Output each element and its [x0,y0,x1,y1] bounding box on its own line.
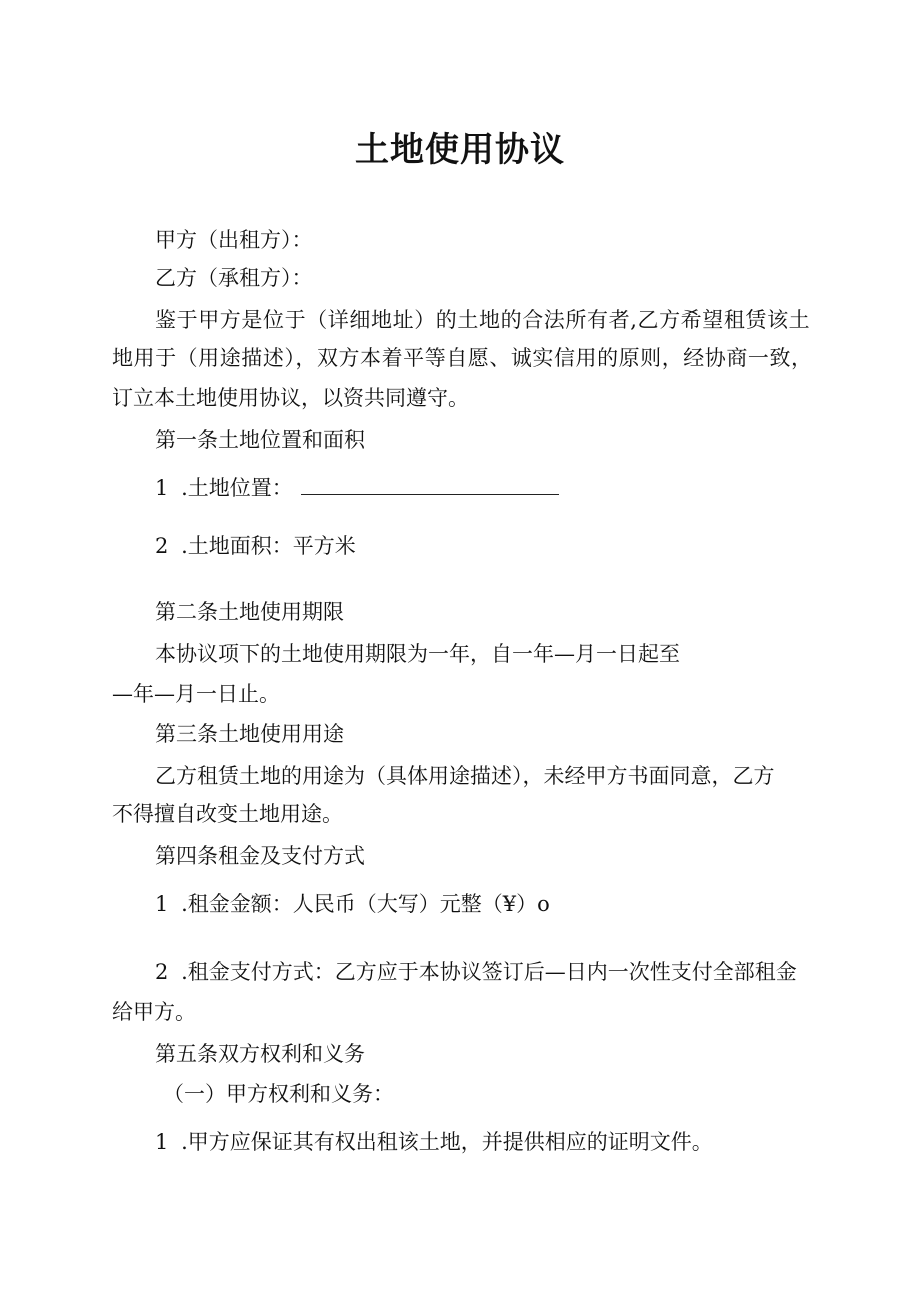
fill-in-blank-line [301,476,559,495]
article-4-item-2-continuation: 给甲方。 [112,1000,196,1024]
item-number: 1 [155,1130,169,1154]
article-3-line-1: 乙方租赁土地的用途为（具体用途描述），未经甲方书面同意，乙方 [155,764,775,788]
item-number: 2 [155,534,169,558]
item-text: .租金金额：人民币（大写）元整（¥）o [181,892,550,916]
party-a-label: 甲方（出租方）： [155,228,313,252]
article-5-heading: 第五条双方权利和义务 [155,1042,365,1066]
article-3-heading: 第三条土地使用用途 [155,722,344,746]
article-3-line-2: 不得擅自改变土地用途。 [112,802,343,826]
preamble-line-3: 订立本土地使用协议，以资共同遵守。 [112,386,469,410]
article-2-line-1: 本协议项下的土地使用期限为一年，自一年—月一日起至 [155,642,680,666]
article-4-heading: 第四条租金及支付方式 [155,844,365,868]
item-text: .土地位置： [181,476,293,500]
article-1-item-1 [155,474,559,502]
item-number: 1 [155,892,169,916]
article-5-subheading: （一）甲方权利和义务： [163,1082,394,1106]
item-text: .租金支付方式：乙方应于本协议签订后—日内一次性支付全部租金 [181,960,797,984]
preamble-line-2: 地用于（用途描述），双方本着平等自愿、诚实信用的原则，经协商一致， [112,346,812,370]
item-number: 1 [155,476,169,500]
article-5-item-1 [155,1128,713,1156]
item-number: 2 [155,960,169,984]
item-text: .甲方应保证其有权出租该土地，并提供相应的证明文件。 [181,1130,713,1154]
party-b-label: 乙方（承租方）： [155,266,313,290]
preamble-line-1: 鉴于甲方是位于（详细地址）的土地的合法所有者,乙方希望租赁该土 [155,308,811,332]
article-1-item-2 [155,532,356,560]
article-4-item-2 [155,958,797,986]
document-title: 土地使用协议 [355,130,565,170]
item-text: .土地面积：平方米 [181,534,356,558]
article-2-heading: 第二条土地使用期限 [155,600,344,624]
article-2-line-2: —年—月一日止。 [112,682,280,706]
article-1-heading: 第一条土地位置和面积 [155,428,365,452]
article-4-item-1 [155,890,550,918]
